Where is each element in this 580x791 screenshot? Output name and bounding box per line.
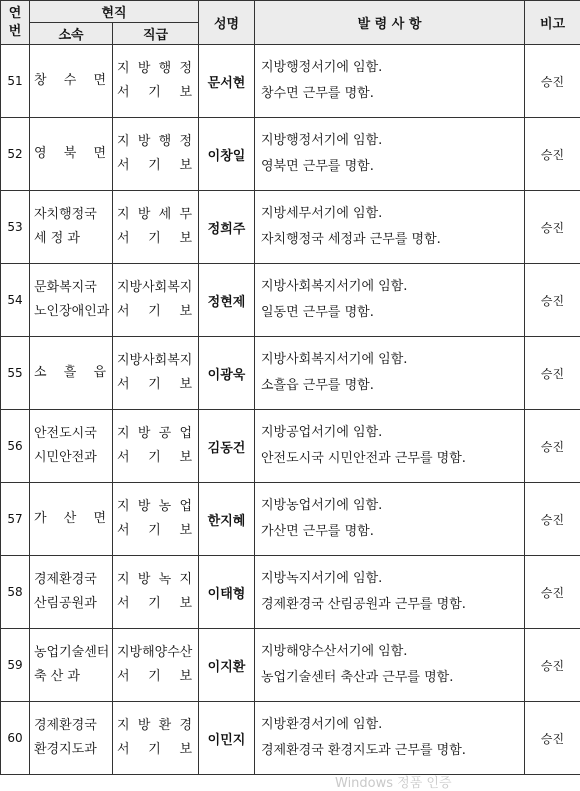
order-line: 경제환경국 환경지도과 근무를 명함. bbox=[261, 738, 524, 764]
grade-text: 방 bbox=[138, 568, 151, 592]
row-remark: 승진 bbox=[525, 337, 580, 410]
grade-line bbox=[117, 495, 198, 519]
order-line: 지방세무서기에 임함. bbox=[261, 201, 524, 227]
order-line: 지방행정서기에 임함. bbox=[261, 128, 524, 154]
header-no-line2: 번 bbox=[1, 23, 29, 41]
order-line: 창수면 근무를 명함. bbox=[261, 81, 524, 107]
order-line: 지방행정서기에 임함. bbox=[261, 55, 524, 81]
grade-text: 기 bbox=[148, 154, 161, 178]
grade-text: 서 bbox=[117, 227, 130, 251]
table-row bbox=[1, 337, 580, 410]
row-order bbox=[255, 118, 525, 191]
row-dept bbox=[30, 45, 113, 118]
dept-line: 노인장애인과 bbox=[34, 300, 112, 324]
grade-text: 보 bbox=[179, 592, 192, 616]
grade-text: 지 bbox=[117, 714, 130, 738]
grade-text: 업 bbox=[179, 422, 192, 446]
table-row bbox=[1, 118, 580, 191]
grade-text: 방 bbox=[138, 130, 151, 154]
grade-text: 서 bbox=[117, 81, 130, 105]
row-remark: 승진 bbox=[525, 118, 580, 191]
row-grade bbox=[113, 410, 199, 483]
row-order bbox=[255, 629, 525, 702]
grade-line bbox=[117, 373, 198, 397]
dept-line: 경제환경국 bbox=[34, 714, 112, 738]
order-line: 자치행정국 세정과 근무를 명함. bbox=[261, 227, 524, 253]
row-name: 정현제 bbox=[199, 264, 255, 337]
grade-text: 기 bbox=[148, 446, 161, 470]
grade-text: 보 bbox=[179, 154, 192, 178]
grade-text: 무 bbox=[179, 203, 192, 227]
dept-char: 북 bbox=[64, 142, 77, 166]
grade-text: 보 bbox=[179, 227, 192, 251]
grade-line bbox=[117, 641, 198, 665]
dept-line: 산림공원과 bbox=[34, 592, 112, 616]
dept-char: 수 bbox=[64, 69, 77, 93]
row-dept bbox=[30, 556, 113, 629]
row-grade bbox=[113, 702, 199, 775]
order-line: 지방공업서기에 임함. bbox=[261, 420, 524, 446]
row-name: 이민지 bbox=[199, 702, 255, 775]
header-name: 성명 bbox=[199, 1, 255, 45]
row-remark: 승진 bbox=[525, 410, 580, 483]
order-line: 일동면 근무를 명함. bbox=[261, 300, 524, 326]
grade-text: 서 bbox=[117, 446, 130, 470]
grade-text: 지 bbox=[117, 203, 130, 227]
row-order bbox=[255, 556, 525, 629]
grade-text: 지 bbox=[117, 130, 130, 154]
grade-text: 기 bbox=[148, 300, 161, 324]
dept-char: 읍 bbox=[93, 361, 106, 385]
grade-line bbox=[117, 57, 198, 81]
grade-text: 기 bbox=[148, 519, 161, 543]
table-row bbox=[1, 702, 580, 775]
row-dept bbox=[30, 337, 113, 410]
grade-text: 기 bbox=[148, 592, 161, 616]
row-dept bbox=[30, 191, 113, 264]
row-remark: 승진 bbox=[525, 629, 580, 702]
grade-text: 농 bbox=[159, 495, 172, 519]
dept-char: 영 bbox=[34, 142, 47, 166]
row-name: 한지혜 bbox=[199, 483, 255, 556]
grade-text: 업 bbox=[179, 495, 192, 519]
row-grade bbox=[113, 337, 199, 410]
row-remark: 승진 bbox=[525, 45, 580, 118]
order-line: 안전도시국 시민안전과 근무를 명함. bbox=[261, 446, 524, 472]
dept-line bbox=[34, 507, 112, 531]
row-number: 53 bbox=[1, 191, 30, 264]
row-order bbox=[255, 410, 525, 483]
row-remark: 승진 bbox=[525, 483, 580, 556]
row-dept bbox=[30, 410, 113, 483]
grade-line bbox=[117, 446, 198, 470]
row-number: 51 bbox=[1, 45, 30, 118]
table-row bbox=[1, 629, 580, 702]
row-grade bbox=[113, 191, 199, 264]
grade-text: 기 bbox=[148, 81, 161, 105]
dept-char: 소 bbox=[34, 361, 47, 385]
dept-line bbox=[34, 69, 112, 93]
table-row bbox=[1, 264, 580, 337]
row-number: 57 bbox=[1, 483, 30, 556]
dept-line: 시민안전과 bbox=[34, 446, 112, 470]
row-name: 문서현 bbox=[199, 45, 255, 118]
dept-line: 세 정 과 bbox=[34, 227, 112, 251]
dept-line: 자치행정국 bbox=[34, 203, 112, 227]
windows-activation-watermark: Windows 정품 인증 bbox=[335, 772, 452, 791]
grade-text: 서 bbox=[117, 592, 130, 616]
row-order bbox=[255, 702, 525, 775]
grade-text: 지방사회복지 bbox=[117, 280, 192, 295]
grade-text: 보 bbox=[179, 446, 192, 470]
dept-char: 면 bbox=[93, 69, 106, 93]
grade-text: 세 bbox=[159, 203, 172, 227]
grade-text: 보 bbox=[179, 300, 192, 324]
dept-char: 산 bbox=[64, 507, 77, 531]
grade-text: 보 bbox=[179, 519, 192, 543]
grade-line bbox=[117, 276, 198, 300]
order-line: 경제환경국 산림공원과 근무를 명함. bbox=[261, 592, 524, 618]
grade-line bbox=[117, 227, 198, 251]
dept-line bbox=[34, 142, 112, 166]
grade-text: 지 bbox=[117, 495, 130, 519]
grade-text: 공 bbox=[159, 422, 172, 446]
row-dept bbox=[30, 629, 113, 702]
table-row bbox=[1, 45, 580, 118]
grade-text: 서 bbox=[117, 373, 130, 397]
header-grade: 직급 bbox=[113, 23, 199, 45]
grade-line bbox=[117, 349, 198, 373]
grade-text: 환 bbox=[159, 714, 172, 738]
order-line: 소흘읍 근무를 명함. bbox=[261, 373, 524, 399]
grade-text: 방 bbox=[138, 495, 151, 519]
row-order bbox=[255, 45, 525, 118]
grade-text: 기 bbox=[148, 665, 161, 689]
grade-line bbox=[117, 203, 198, 227]
grade-text: 지방사회복지 bbox=[117, 353, 192, 368]
row-number: 55 bbox=[1, 337, 30, 410]
dept-line bbox=[34, 361, 112, 385]
dept-line: 경제환경국 bbox=[34, 568, 112, 592]
row-remark: 승진 bbox=[525, 702, 580, 775]
order-line: 지방농업서기에 임함. bbox=[261, 493, 524, 519]
row-dept bbox=[30, 264, 113, 337]
grade-text: 서 bbox=[117, 300, 130, 324]
table-row bbox=[1, 483, 580, 556]
grade-text: 정 bbox=[179, 130, 192, 154]
grade-line bbox=[117, 738, 198, 762]
grade-text: 정 bbox=[179, 57, 192, 81]
order-line: 지방해양수산서기에 임함. bbox=[261, 639, 524, 665]
row-name: 정희주 bbox=[199, 191, 255, 264]
row-grade bbox=[113, 118, 199, 191]
grade-text: 지방해양수산 bbox=[117, 645, 192, 660]
dept-char: 면 bbox=[93, 507, 106, 531]
grade-text: 방 bbox=[138, 714, 151, 738]
grade-text: 경 bbox=[179, 714, 192, 738]
row-name: 김동건 bbox=[199, 410, 255, 483]
grade-line bbox=[117, 300, 198, 324]
row-dept bbox=[30, 702, 113, 775]
order-line: 지방환경서기에 임함. bbox=[261, 712, 524, 738]
row-number: 58 bbox=[1, 556, 30, 629]
row-number: 54 bbox=[1, 264, 30, 337]
grade-text: 지 bbox=[117, 568, 130, 592]
grade-text: 지 bbox=[117, 57, 130, 81]
row-order bbox=[255, 483, 525, 556]
order-line: 가산면 근무를 명함. bbox=[261, 519, 524, 545]
order-line: 지방녹지서기에 임함. bbox=[261, 566, 524, 592]
grade-text: 기 bbox=[148, 738, 161, 762]
table-row bbox=[1, 191, 580, 264]
row-grade bbox=[113, 629, 199, 702]
grade-text: 지 bbox=[117, 422, 130, 446]
header-dept: 소속 bbox=[30, 23, 113, 45]
order-line: 지방사회복지서기에 임함. bbox=[261, 274, 524, 300]
grade-text: 행 bbox=[159, 130, 172, 154]
grade-text: 기 bbox=[148, 373, 161, 397]
grade-text: 서 bbox=[117, 154, 130, 178]
row-order bbox=[255, 264, 525, 337]
grade-line bbox=[117, 592, 198, 616]
header-current: 현직 bbox=[30, 1, 199, 23]
table-row bbox=[1, 556, 580, 629]
dept-char: 창 bbox=[34, 69, 47, 93]
grade-text: 방 bbox=[138, 203, 151, 227]
row-remark: 승진 bbox=[525, 556, 580, 629]
row-remark: 승진 bbox=[525, 191, 580, 264]
grade-line bbox=[117, 422, 198, 446]
grade-text: 보 bbox=[179, 373, 192, 397]
grade-text: 서 bbox=[117, 738, 130, 762]
grade-text: 기 bbox=[148, 227, 161, 251]
row-name: 이태형 bbox=[199, 556, 255, 629]
order-line: 영북면 근무를 명함. bbox=[261, 154, 524, 180]
grade-text: 방 bbox=[138, 57, 151, 81]
row-number: 59 bbox=[1, 629, 30, 702]
row-number: 60 bbox=[1, 702, 30, 775]
row-grade bbox=[113, 45, 199, 118]
row-dept bbox=[30, 118, 113, 191]
grade-line bbox=[117, 714, 198, 738]
row-remark: 승진 bbox=[525, 264, 580, 337]
order-line: 농업기술센터 축산과 근무를 명함. bbox=[261, 665, 524, 691]
row-number: 52 bbox=[1, 118, 30, 191]
dept-char: 면 bbox=[93, 142, 106, 166]
row-name: 이광욱 bbox=[199, 337, 255, 410]
dept-line: 안전도시국 bbox=[34, 422, 112, 446]
row-dept bbox=[30, 483, 113, 556]
row-name: 이지환 bbox=[199, 629, 255, 702]
header-remark: 비고 bbox=[525, 1, 580, 45]
grade-text: 녹 bbox=[159, 568, 172, 592]
grade-text: 보 bbox=[179, 81, 192, 105]
row-number: 56 bbox=[1, 410, 30, 483]
grade-text: 서 bbox=[117, 519, 130, 543]
row-order bbox=[255, 337, 525, 410]
grade-line bbox=[117, 81, 198, 105]
dept-line: 문화복지국 bbox=[34, 276, 112, 300]
dept-line: 농업기술센터 bbox=[34, 641, 112, 665]
header-order: 발 령 사 항 bbox=[255, 1, 525, 45]
row-name: 이창일 bbox=[199, 118, 255, 191]
grade-line bbox=[117, 568, 198, 592]
grade-text: 행 bbox=[159, 57, 172, 81]
row-grade bbox=[113, 556, 199, 629]
grade-text: 보 bbox=[179, 738, 192, 762]
grade-line bbox=[117, 154, 198, 178]
grade-text: 방 bbox=[138, 422, 151, 446]
grade-line bbox=[117, 519, 198, 543]
grade-line bbox=[117, 130, 198, 154]
grade-text: 지 bbox=[179, 568, 192, 592]
table-row bbox=[1, 410, 580, 483]
grade-text: 보 bbox=[179, 665, 192, 689]
header-no bbox=[1, 1, 30, 45]
order-line: 지방사회복지서기에 임함. bbox=[261, 347, 524, 373]
header-no-line1: 연 bbox=[1, 5, 29, 23]
row-grade bbox=[113, 483, 199, 556]
row-grade bbox=[113, 264, 199, 337]
dept-line: 환경지도과 bbox=[34, 738, 112, 762]
grade-line bbox=[117, 665, 198, 689]
dept-char: 흘 bbox=[64, 361, 77, 385]
grade-text: 서 bbox=[117, 665, 130, 689]
dept-line: 축 산 과 bbox=[34, 665, 112, 689]
dept-char: 가 bbox=[34, 507, 47, 531]
row-order bbox=[255, 191, 525, 264]
